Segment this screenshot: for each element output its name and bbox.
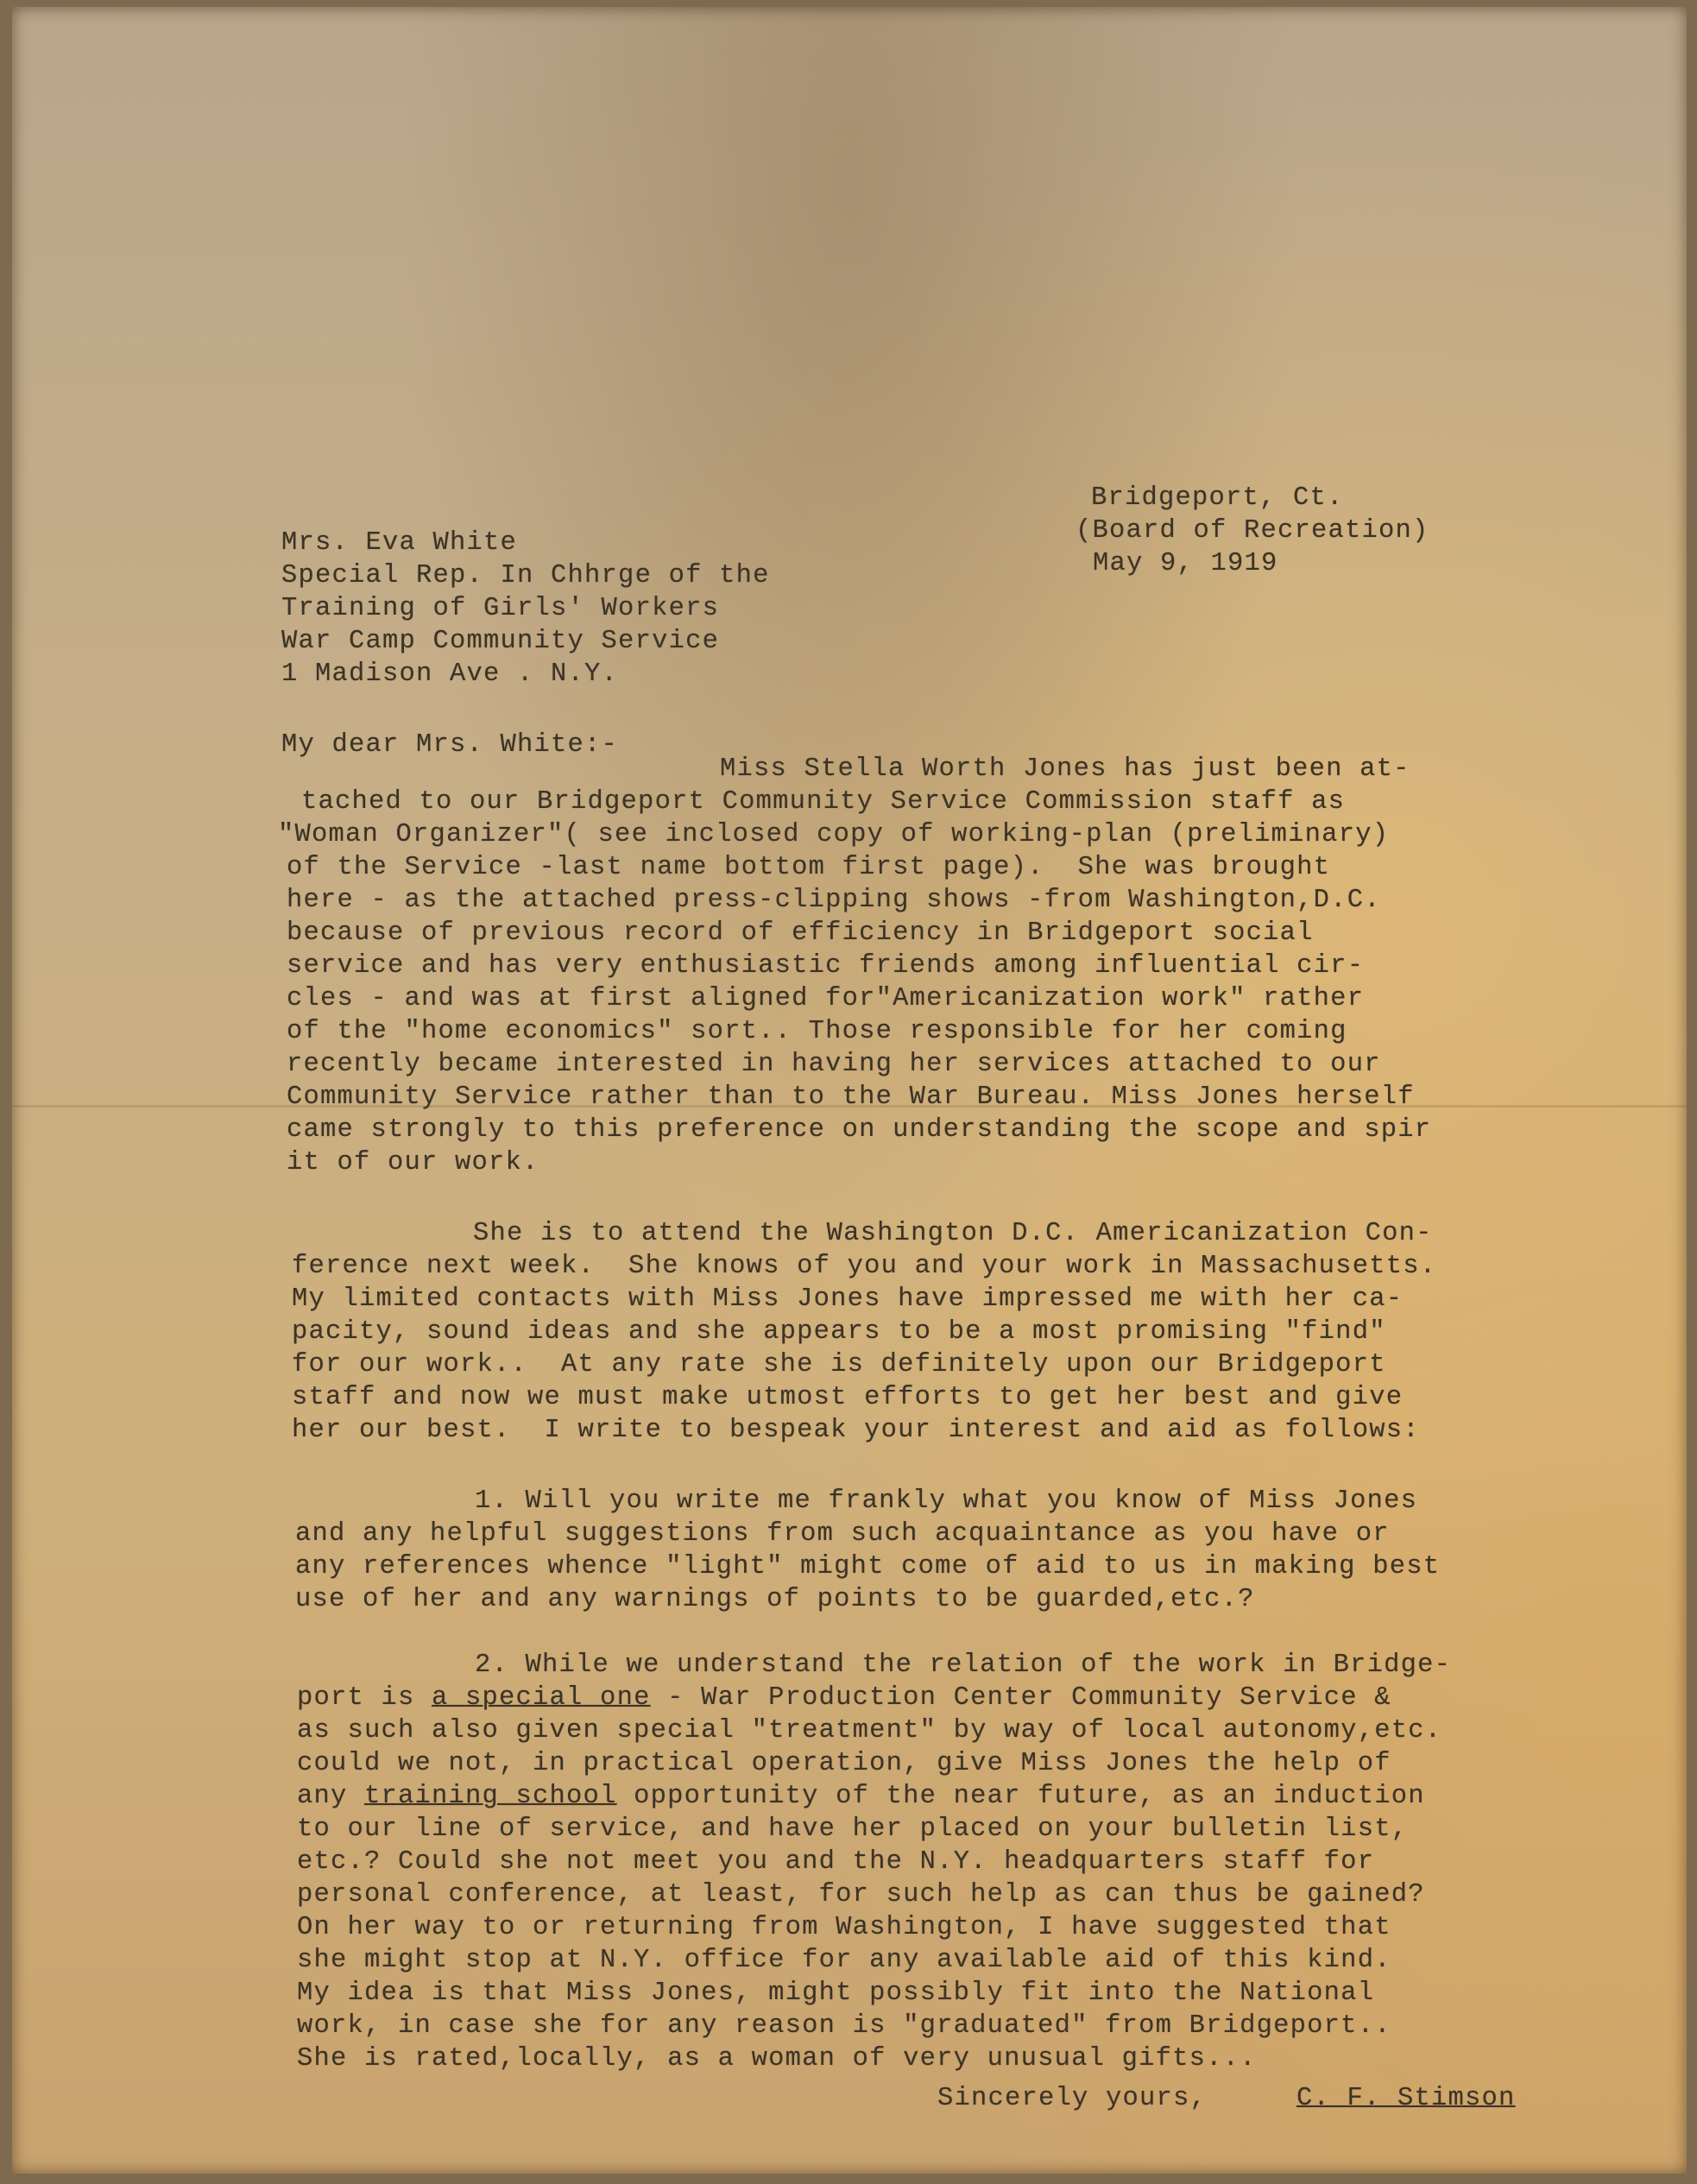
line-text: any (297, 1782, 365, 1811)
underlined-phrase: training school (364, 1782, 617, 1811)
line-text: opportunity of the near future, as an induction (616, 1782, 1425, 1811)
list-item-line: use of her and any warnings of points to be guarded,etc.? (295, 1585, 1255, 1614)
body-line: came strongly to this preference on understanding the scope and spir (287, 1115, 1432, 1145)
list-item-line: as such also given special "treatment" by way of local autonomy,etc. (297, 1716, 1442, 1745)
addressee-line: Training of Girls' Workers (281, 594, 720, 623)
list-item-line: 2. While we understand the relation of the work in Bridge- (475, 1651, 1452, 1680)
body-line: cles - and was at first aligned for"Americanization work" rather (287, 984, 1365, 1013)
body-line: ference next week. She knows of you and your work in Massachusetts. (292, 1252, 1437, 1281)
list-item-line: personal conference, at least, for such help as can thus be gained? (297, 1880, 1425, 1909)
line-text: - War Production Center Community Service & (650, 1683, 1391, 1713)
list-item-line: etc.? Could she not meet you and the N.Y. headquarters staff for (297, 1847, 1375, 1877)
body-line: Community Service rather than to the War Bureau. Miss Jones herself (287, 1083, 1415, 1112)
body-line: pacity, sound ideas and she appears to be a most promising "find" (292, 1317, 1386, 1347)
body-line: her our best. I write to bespeak your interest and aid as follows: (292, 1416, 1420, 1445)
signature: C. F. Stimson (1296, 2084, 1516, 2113)
list-item-line: and any helpful suggestions from such acquaintance as you have or (295, 1519, 1390, 1549)
body-line: "Woman Organizer"( see inclosed copy of working-plan (preliminary) (278, 820, 1390, 849)
addressee-line: Mrs. Eva White (281, 528, 518, 558)
place-line: Bridgeport, Ct. (1091, 483, 1344, 513)
body-line: Miss Stella Worth Jones has just been at- (720, 754, 1410, 784)
organization-line: (Board of Recreation) (1076, 516, 1429, 546)
salutation: My dear Mrs. White:- (281, 730, 619, 760)
list-item-line: She is rated,locally, as a woman of very unusual gifts... (297, 2044, 1257, 2074)
list-item-line: she might stop at N.Y. office for any available aid of this kind. (297, 1946, 1391, 1975)
body-line: because of previous record of efficiency in Bridgeport social (287, 918, 1314, 948)
body-line: tached to our Bridgeport Community Service Commission staff as (301, 787, 1346, 817)
body-line: service and has very enthusiastic friends among influential cir- (287, 951, 1365, 981)
list-item-line: to our line of service, and have her placed on your bulletin list, (297, 1815, 1409, 1844)
list-item-line: work, in case she for any reason is "graduated" from Bridgeport.. (297, 2011, 1391, 2041)
list-item-line: any references whence "light" might come of aid to us in making best (295, 1552, 1441, 1581)
body-line: staff and now we must make utmost efforts to get her best and give (292, 1383, 1404, 1412)
body-line: of the "home economics" sort.. Those responsible for her coming (287, 1017, 1347, 1046)
list-item-line (297, 1782, 1425, 1811)
body-line: recently became interested in having her services attached to our (287, 1050, 1381, 1079)
addressee-line: Special Rep. In Chhrge of the (281, 561, 770, 590)
body-line: My limited contacts with Miss Jones have impressed me with her ca- (292, 1285, 1404, 1314)
list-item-line: On her way to or returning from Washington, I have suggested that (297, 1913, 1391, 1942)
addressee-line: War Camp Community Service (281, 627, 720, 656)
list-item-line (297, 1683, 1391, 1713)
body-line: She is to attend the Washington D.C. Americanization Con- (473, 1219, 1433, 1248)
list-item-line: My idea is that Miss Jones, might possibly fit into the National (297, 1979, 1375, 2008)
list-item-line: 1. Will you write me frankly what you know of Miss Jones (475, 1487, 1418, 1516)
letter-paper (12, 7, 1687, 2174)
body-line: it of our work. (287, 1148, 539, 1177)
body-line: for our work.. At any rate she is definitely upon our Bridgeport (292, 1350, 1386, 1379)
closing: Sincerely yours, (937, 2084, 1208, 2113)
body-line: of the Service -last name bottom first page). She was brought (287, 853, 1331, 882)
letter-date: May 9, 1919 (1093, 549, 1278, 578)
body-line: here - as the attached press-clipping shows -from Washington,D.C. (287, 886, 1381, 915)
addressee-line: 1 Madison Ave . N.Y. (281, 660, 619, 689)
line-text: port is (297, 1683, 432, 1713)
underlined-phrase: a special one (432, 1683, 651, 1713)
list-item-line: could we not, in practical operation, give Miss Jones the help of (297, 1749, 1391, 1778)
